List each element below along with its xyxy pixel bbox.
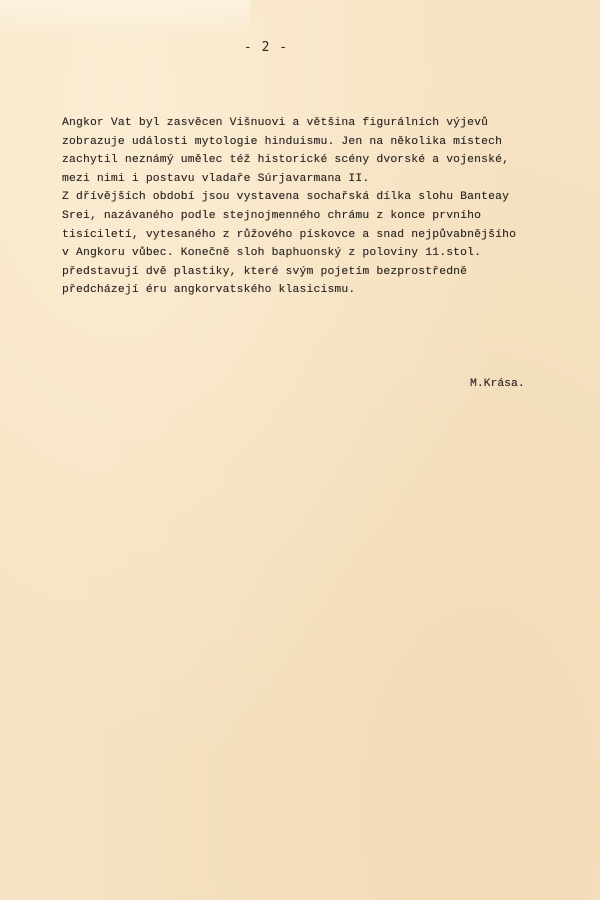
text-line: mezi nimi i postavu vladaře Súrjavarmana II. [62, 172, 370, 185]
paper-fold-shade [0, 0, 250, 40]
author-signature: M.Krása. [470, 378, 525, 390]
body-text [62, 114, 592, 300]
text-line: Z dřívějších období jsou vystavena sochařská dílka slohu Banteay [62, 191, 510, 204]
text-line: Srei, nazávaného podle stejnojmenného chrámu z konce prvního [62, 209, 482, 222]
text-line: v Angkoru vůbec. Konečně sloh baphuonský z poloviny 11.stol. [62, 247, 482, 260]
text-line: představují dvě plastiky, které svým pojetím bezprostředně [62, 265, 468, 278]
text-line: Angkor Vat byl zasvěcen Višnuovi a většina figurálních výjevů [62, 117, 489, 129]
page-number: - 2 - [243, 40, 289, 55]
text-line: zachytil neznámý umělec též historické scény dvorské a vojenské, [62, 154, 510, 167]
text-line: tisíciletí, vytesaného z růžového pískovce a snad nejpůvabnějšího [62, 228, 517, 241]
text-line: předcházejí éru angkorvatského klasicismu. [62, 284, 356, 297]
text-line: zobrazuje události mytologie hinduismu. Jen na několika místech [62, 135, 503, 148]
